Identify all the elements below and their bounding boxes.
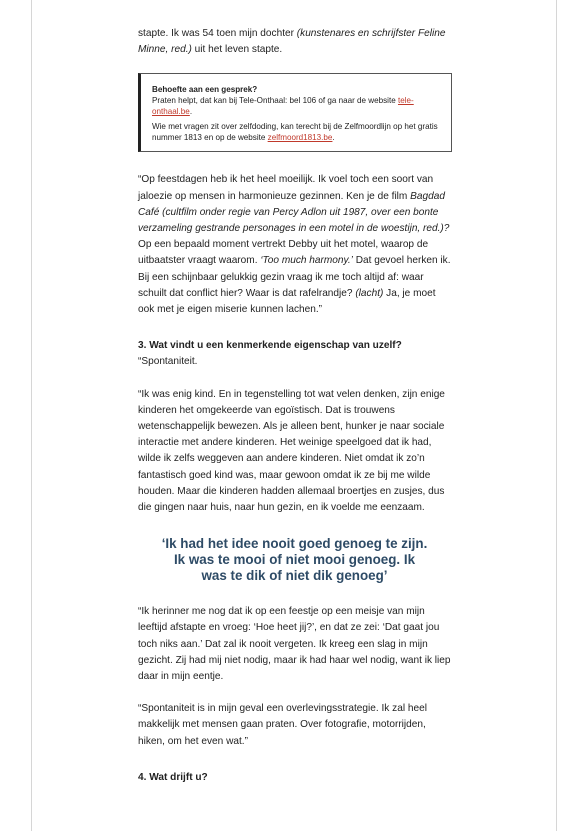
callout-paragraph-1 <box>152 96 441 117</box>
pull-quote: ‘Ik had het idee nooit goed genoeg te zijn. Ik was te mooi of niet mooi genoeg. Ik was te dik of niet dik genoeg’ <box>161 536 428 584</box>
question-3: 3. Wat vindt u een kenmerkende eigenschap van uzelf? <box>138 340 402 352</box>
feest-italic-3: (lacht) <box>355 287 384 299</box>
feest-text-a: “Op feestdagen heb ik het heel moeilijk. Ik voel toch een soort van jaloezie op mensen in harmonieuze gezinnen. Ken je de film <box>138 174 434 202</box>
feest-text-d: Ja, je moet ook met je eigen miserie kunnen lachen.” <box>138 287 436 315</box>
helpline-callout <box>138 73 452 152</box>
intro-text-end: uit het leven stapte. <box>191 44 283 56</box>
spontaniteit-paragraph: “Spontaniteit is in mijn geval een overlevingsstrategie. Ik zal heel makkelijk met mensen gaan praten. Over fotografie, motorrijden, hiken, om het even wat.” <box>138 703 427 747</box>
question-4: 4. Wat drijft u? <box>138 771 208 783</box>
zelfmoordlijn-link[interactable]: zelfmoord1813.be <box>267 132 333 142</box>
feest-italic-1: Bagdad Café (cultfilm onder regie van Percy Adlon uit 1987, over een bonte verzameling gestrande personages in een motel in de woestijn, red.)? <box>138 190 450 234</box>
callout-paragraph-2 <box>152 122 441 143</box>
callout-text-1: Praten helpt, dat kan bij Tele-Onthaal: bel 106 of ga naar de website <box>152 96 398 105</box>
callout-text-1-end: . <box>189 106 193 116</box>
feest-text-b: Op een bepaald moment vertrekt Debby uit het motel, waarop de uitbaatster vraagt waarom. <box>138 239 429 267</box>
callout-title: Behoefte aan een gesprek? <box>152 85 258 95</box>
callout-text-2-end: . <box>332 132 335 142</box>
tele-onthaal-link[interactable]: tele-onthaal.be <box>152 96 414 116</box>
feest-italic-2: ‘Too much harmony.’ <box>260 255 353 267</box>
answer-3: “Spontaniteit. <box>138 356 198 368</box>
feestdagen-paragraph <box>138 172 451 318</box>
enig-kind-paragraph: “Ik was enig kind. En in tegenstelling tot wat velen denken, zijn enige kinderen het omgekeerde van egoïstisch. Dat is trouwens wetenschappelijk bewezen. Als je alleen bent, hunker je naar sociale interactie met andere kinderen. Het weinige speelgoed dat ik had, wilde ik zelfs weggeven aan andere kinderen. Niet omdat ik zo’n fantastisch goed kind was, maar gewoon omdat ik ze bij me wilde houden. Maar die kinderen hadden allemaal broertjes en zusjes, dus die gingen naar huis, naar hun gezin, en ik voelde me eenzaam. <box>138 388 445 514</box>
callout-text-2: Wie met vragen zit over zelfdoding, kan terecht bij de Zelfmoordlijn op het gratis nummer 1813 en op de website <box>152 122 438 142</box>
feest-text-c: Dat gevoel herken ik. Bij een schijnbaar gelukkig gezin vraag ik me toch altijd af: waar schuilt dat conflict hier? Waar is dat rafelrandje? <box>138 255 451 299</box>
article-body <box>138 26 451 786</box>
intro-italic: (kunstenares en schrijfster Feline Minne, red.) <box>138 28 446 56</box>
intro-paragraph <box>138 26 451 58</box>
intro-text: stapte. Ik was 54 toen mijn dochter <box>138 28 297 39</box>
feestje-paragraph: “Ik herinner me nog dat ik op een feestje op een meisje van mijn leeftijd afstapte en vroeg: ‘Hoe heet jij?’, en dat ze zei: ‘Dat gaat jou toch niks aan.’ Dat zal ik nooit vergeten. Ik kreeg een slag in mijn gezicht. Zij had mij niet nodig, maar ik had haar wel nodig, want ik liep daar in mijn eentje. <box>138 606 451 683</box>
